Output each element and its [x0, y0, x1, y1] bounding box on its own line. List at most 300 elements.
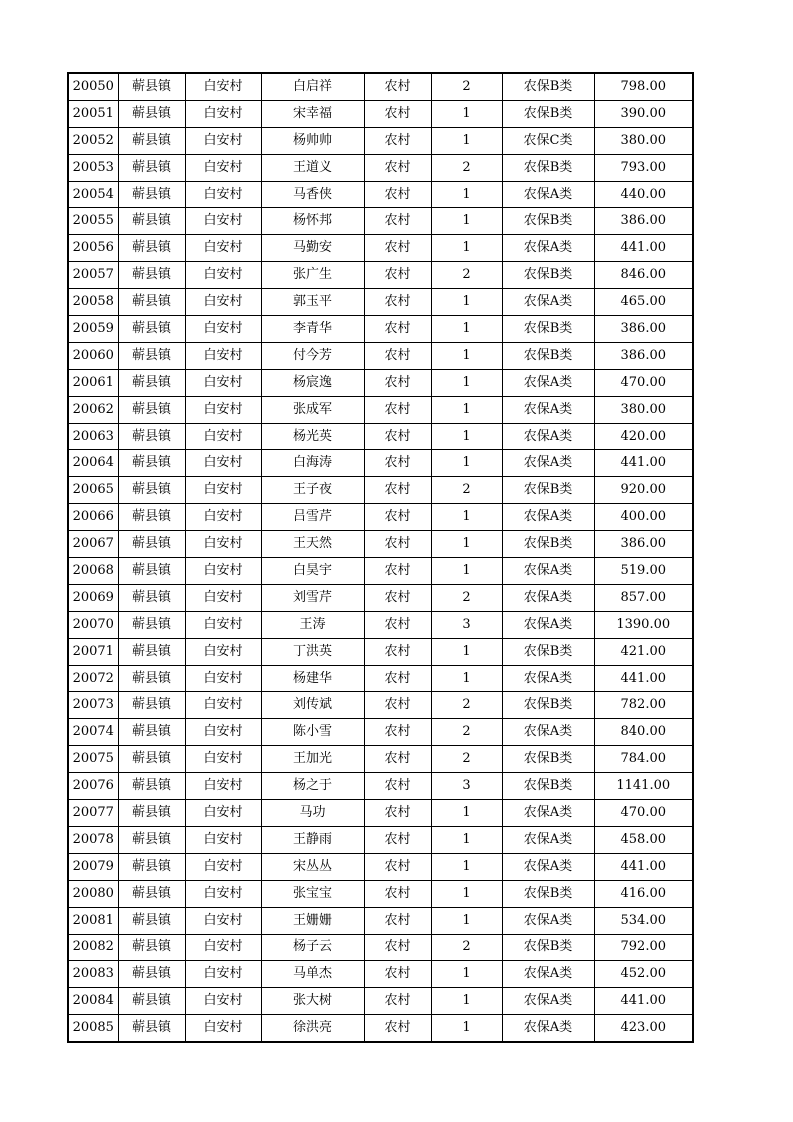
household-type-cell: 农村	[364, 504, 431, 531]
village-cell: 白安村	[185, 907, 261, 934]
name-cell: 王天然	[261, 531, 364, 558]
person-count-cell: 1	[431, 100, 502, 127]
person-count-cell: 1	[431, 638, 502, 665]
person-count-cell: 2	[431, 477, 502, 504]
table-row	[68, 719, 693, 746]
person-count-cell: 1	[431, 342, 502, 369]
table-row	[68, 611, 693, 638]
town-cell: 蕲县镇	[118, 396, 185, 423]
record-id-cell: 20071	[68, 638, 118, 665]
town-cell: 蕲县镇	[118, 235, 185, 262]
village-cell: 白安村	[185, 558, 261, 585]
household-type-cell: 农村	[364, 853, 431, 880]
name-cell: 陈小雪	[261, 719, 364, 746]
household-type-cell: 农村	[364, 396, 431, 423]
record-id-cell: 20075	[68, 746, 118, 773]
insurance-category-cell: 农保B类	[502, 880, 594, 907]
village-cell: 白安村	[185, 235, 261, 262]
town-cell: 蕲县镇	[118, 100, 185, 127]
town-cell: 蕲县镇	[118, 316, 185, 343]
table-row	[68, 154, 693, 181]
amount-cell: 441.00	[594, 450, 693, 477]
amount-cell: 458.00	[594, 826, 693, 853]
record-id-cell: 20051	[68, 100, 118, 127]
person-count-cell: 2	[431, 934, 502, 961]
town-cell: 蕲县镇	[118, 611, 185, 638]
person-count-cell: 1	[431, 504, 502, 531]
household-type-cell: 农村	[364, 880, 431, 907]
town-cell: 蕲县镇	[118, 665, 185, 692]
name-cell: 王涛	[261, 611, 364, 638]
town-cell: 蕲县镇	[118, 262, 185, 289]
insurance-category-cell: 农保A类	[502, 504, 594, 531]
insurance-category-cell: 农保B类	[502, 934, 594, 961]
insurance-category-cell: 农保A类	[502, 719, 594, 746]
insurance-category-cell: 农保A类	[502, 961, 594, 988]
village-cell: 白安村	[185, 665, 261, 692]
person-count-cell: 1	[431, 181, 502, 208]
person-count-cell: 1	[431, 316, 502, 343]
insurance-category-cell: 农保A类	[502, 235, 594, 262]
name-cell: 付今芳	[261, 342, 364, 369]
village-cell: 白安村	[185, 342, 261, 369]
town-cell: 蕲县镇	[118, 73, 185, 100]
household-type-cell: 农村	[364, 826, 431, 853]
amount-cell: 390.00	[594, 100, 693, 127]
town-cell: 蕲县镇	[118, 477, 185, 504]
insurance-category-cell: 农保A类	[502, 611, 594, 638]
record-id-cell: 20074	[68, 719, 118, 746]
amount-cell: 920.00	[594, 477, 693, 504]
town-cell: 蕲县镇	[118, 719, 185, 746]
town-cell: 蕲县镇	[118, 369, 185, 396]
table-row	[68, 127, 693, 154]
town-cell: 蕲县镇	[118, 934, 185, 961]
town-cell: 蕲县镇	[118, 880, 185, 907]
record-id-cell: 20050	[68, 73, 118, 100]
person-count-cell: 1	[431, 907, 502, 934]
village-cell: 白安村	[185, 208, 261, 235]
village-cell: 白安村	[185, 100, 261, 127]
insurance-category-cell: 农保B类	[502, 208, 594, 235]
record-id-cell: 20062	[68, 396, 118, 423]
amount-cell: 420.00	[594, 423, 693, 450]
table-row	[68, 289, 693, 316]
household-type-cell: 农村	[364, 477, 431, 504]
household-type-cell: 农村	[364, 127, 431, 154]
name-cell: 白启祥	[261, 73, 364, 100]
name-cell: 杨光英	[261, 423, 364, 450]
village-cell: 白安村	[185, 692, 261, 719]
town-cell: 蕲县镇	[118, 853, 185, 880]
name-cell: 杨子云	[261, 934, 364, 961]
village-cell: 白安村	[185, 638, 261, 665]
person-count-cell: 1	[431, 961, 502, 988]
person-count-cell: 2	[431, 73, 502, 100]
name-cell: 马单杰	[261, 961, 364, 988]
name-cell: 王道义	[261, 154, 364, 181]
name-cell: 王子夜	[261, 477, 364, 504]
person-count-cell: 2	[431, 746, 502, 773]
town-cell: 蕲县镇	[118, 504, 185, 531]
record-id-cell: 20060	[68, 342, 118, 369]
town-cell: 蕲县镇	[118, 558, 185, 585]
insurance-category-cell: 农保B类	[502, 773, 594, 800]
table-row	[68, 504, 693, 531]
insurance-category-cell: 农保B类	[502, 262, 594, 289]
insurance-category-cell: 农保A类	[502, 1015, 594, 1042]
town-cell: 蕲县镇	[118, 800, 185, 827]
table-row	[68, 853, 693, 880]
name-cell: 郭玉平	[261, 289, 364, 316]
village-cell: 白安村	[185, 826, 261, 853]
town-cell: 蕲县镇	[118, 692, 185, 719]
amount-cell: 782.00	[594, 692, 693, 719]
name-cell: 杨帅帅	[261, 127, 364, 154]
record-id-cell: 20056	[68, 235, 118, 262]
town-cell: 蕲县镇	[118, 423, 185, 450]
household-type-cell: 农村	[364, 611, 431, 638]
table-row	[68, 477, 693, 504]
household-type-cell: 农村	[364, 423, 431, 450]
record-id-cell: 20078	[68, 826, 118, 853]
household-type-cell: 农村	[364, 235, 431, 262]
household-type-cell: 农村	[364, 73, 431, 100]
town-cell: 蕲县镇	[118, 127, 185, 154]
household-type-cell: 农村	[364, 988, 431, 1015]
insurance-category-cell: 农保A类	[502, 584, 594, 611]
record-id-cell: 20064	[68, 450, 118, 477]
table-row	[68, 584, 693, 611]
village-cell: 白安村	[185, 719, 261, 746]
record-id-cell: 20069	[68, 584, 118, 611]
amount-cell: 416.00	[594, 880, 693, 907]
household-type-cell: 农村	[364, 450, 431, 477]
table-row	[68, 450, 693, 477]
person-count-cell: 1	[431, 853, 502, 880]
household-type-cell: 农村	[364, 934, 431, 961]
town-cell: 蕲县镇	[118, 181, 185, 208]
table-row	[68, 208, 693, 235]
amount-cell: 534.00	[594, 907, 693, 934]
amount-cell: 452.00	[594, 961, 693, 988]
table-row	[68, 692, 693, 719]
town-cell: 蕲县镇	[118, 826, 185, 853]
insurance-category-cell: 农保A类	[502, 396, 594, 423]
record-id-cell: 20061	[68, 369, 118, 396]
amount-cell: 792.00	[594, 934, 693, 961]
household-type-cell: 农村	[364, 961, 431, 988]
amount-cell: 519.00	[594, 558, 693, 585]
village-cell: 白安村	[185, 773, 261, 800]
household-type-cell: 农村	[364, 316, 431, 343]
person-count-cell: 2	[431, 262, 502, 289]
amount-cell: 1390.00	[594, 611, 693, 638]
insurance-category-cell: 农保B类	[502, 154, 594, 181]
person-count-cell: 1	[431, 531, 502, 558]
person-count-cell: 1	[431, 127, 502, 154]
village-cell: 白安村	[185, 611, 261, 638]
table-row	[68, 934, 693, 961]
record-id-cell: 20053	[68, 154, 118, 181]
amount-cell: 840.00	[594, 719, 693, 746]
record-id-cell: 20063	[68, 423, 118, 450]
beneficiary-table	[67, 72, 694, 1043]
town-cell: 蕲县镇	[118, 342, 185, 369]
town-cell: 蕲县镇	[118, 638, 185, 665]
insurance-category-cell: 农保B类	[502, 746, 594, 773]
amount-cell: 441.00	[594, 853, 693, 880]
amount-cell: 440.00	[594, 181, 693, 208]
insurance-category-cell: 农保A类	[502, 181, 594, 208]
amount-cell: 798.00	[594, 73, 693, 100]
name-cell: 白昊宇	[261, 558, 364, 585]
town-cell: 蕲县镇	[118, 584, 185, 611]
household-type-cell: 农村	[364, 692, 431, 719]
name-cell: 吕雪芹	[261, 504, 364, 531]
village-cell: 白安村	[185, 1015, 261, 1042]
household-type-cell: 农村	[364, 638, 431, 665]
record-id-cell: 20081	[68, 907, 118, 934]
amount-cell: 423.00	[594, 1015, 693, 1042]
table-body	[68, 73, 693, 1042]
amount-cell: 386.00	[594, 342, 693, 369]
household-type-cell: 农村	[364, 181, 431, 208]
village-cell: 白安村	[185, 584, 261, 611]
table-row	[68, 665, 693, 692]
village-cell: 白安村	[185, 73, 261, 100]
record-id-cell: 20080	[68, 880, 118, 907]
amount-cell: 1141.00	[594, 773, 693, 800]
table-row	[68, 369, 693, 396]
town-cell: 蕲县镇	[118, 961, 185, 988]
name-cell: 杨宸逸	[261, 369, 364, 396]
insurance-category-cell: 农保A类	[502, 826, 594, 853]
village-cell: 白安村	[185, 880, 261, 907]
table-row	[68, 558, 693, 585]
person-count-cell: 2	[431, 584, 502, 611]
household-type-cell: 农村	[364, 800, 431, 827]
insurance-category-cell: 农保C类	[502, 127, 594, 154]
person-count-cell: 1	[431, 826, 502, 853]
village-cell: 白安村	[185, 396, 261, 423]
record-id-cell: 20079	[68, 853, 118, 880]
town-cell: 蕲县镇	[118, 208, 185, 235]
insurance-category-cell: 农保A类	[502, 800, 594, 827]
person-count-cell: 1	[431, 369, 502, 396]
record-id-cell: 20066	[68, 504, 118, 531]
person-count-cell: 1	[431, 423, 502, 450]
village-cell: 白安村	[185, 934, 261, 961]
record-id-cell: 20084	[68, 988, 118, 1015]
person-count-cell: 3	[431, 611, 502, 638]
record-id-cell: 20055	[68, 208, 118, 235]
table-row	[68, 396, 693, 423]
person-count-cell: 1	[431, 558, 502, 585]
table-row	[68, 342, 693, 369]
insurance-category-cell: 农保B类	[502, 342, 594, 369]
table-row	[68, 181, 693, 208]
village-cell: 白安村	[185, 316, 261, 343]
name-cell: 马香侠	[261, 181, 364, 208]
household-type-cell: 农村	[364, 558, 431, 585]
household-type-cell: 农村	[364, 665, 431, 692]
person-count-cell: 1	[431, 450, 502, 477]
record-id-cell: 20077	[68, 800, 118, 827]
insurance-category-cell: 农保B类	[502, 531, 594, 558]
village-cell: 白安村	[185, 369, 261, 396]
person-count-cell: 2	[431, 154, 502, 181]
name-cell: 张广生	[261, 262, 364, 289]
household-type-cell: 农村	[364, 369, 431, 396]
village-cell: 白安村	[185, 262, 261, 289]
table-row	[68, 800, 693, 827]
table-row	[68, 100, 693, 127]
insurance-category-cell: 农保B类	[502, 316, 594, 343]
table-row	[68, 73, 693, 100]
village-cell: 白安村	[185, 988, 261, 1015]
name-cell: 杨怀邦	[261, 208, 364, 235]
household-type-cell: 农村	[364, 719, 431, 746]
table-row	[68, 235, 693, 262]
amount-cell: 386.00	[594, 208, 693, 235]
village-cell: 白安村	[185, 423, 261, 450]
village-cell: 白安村	[185, 450, 261, 477]
household-type-cell: 农村	[364, 100, 431, 127]
person-count-cell: 2	[431, 692, 502, 719]
table-row	[68, 638, 693, 665]
insurance-category-cell: 农保A类	[502, 369, 594, 396]
amount-cell: 441.00	[594, 988, 693, 1015]
amount-cell: 386.00	[594, 316, 693, 343]
person-count-cell: 1	[431, 208, 502, 235]
person-count-cell: 2	[431, 719, 502, 746]
household-type-cell: 农村	[364, 289, 431, 316]
amount-cell: 793.00	[594, 154, 693, 181]
amount-cell: 386.00	[594, 531, 693, 558]
name-cell: 王姗姗	[261, 907, 364, 934]
town-cell: 蕲县镇	[118, 531, 185, 558]
name-cell: 张大树	[261, 988, 364, 1015]
village-cell: 白安村	[185, 746, 261, 773]
record-id-cell: 20057	[68, 262, 118, 289]
insurance-category-cell: 农保A类	[502, 423, 594, 450]
town-cell: 蕲县镇	[118, 450, 185, 477]
insurance-category-cell: 农保B类	[502, 73, 594, 100]
record-id-cell: 20083	[68, 961, 118, 988]
person-count-cell: 1	[431, 988, 502, 1015]
insurance-category-cell: 农保A类	[502, 907, 594, 934]
insurance-category-cell: 农保B类	[502, 477, 594, 504]
amount-cell: 380.00	[594, 127, 693, 154]
amount-cell: 441.00	[594, 235, 693, 262]
name-cell: 徐洪亮	[261, 1015, 364, 1042]
table-row	[68, 907, 693, 934]
amount-cell: 380.00	[594, 396, 693, 423]
name-cell: 白海涛	[261, 450, 364, 477]
person-count-cell: 1	[431, 665, 502, 692]
table-row	[68, 746, 693, 773]
record-id-cell: 20054	[68, 181, 118, 208]
name-cell: 马功	[261, 800, 364, 827]
amount-cell: 857.00	[594, 584, 693, 611]
insurance-category-cell: 农保A类	[502, 558, 594, 585]
town-cell: 蕲县镇	[118, 907, 185, 934]
town-cell: 蕲县镇	[118, 746, 185, 773]
village-cell: 白安村	[185, 853, 261, 880]
record-id-cell: 20058	[68, 289, 118, 316]
household-type-cell: 农村	[364, 1015, 431, 1042]
name-cell: 李青华	[261, 316, 364, 343]
village-cell: 白安村	[185, 154, 261, 181]
person-count-cell: 3	[431, 773, 502, 800]
name-cell: 刘雪芹	[261, 584, 364, 611]
village-cell: 白安村	[185, 289, 261, 316]
person-count-cell: 1	[431, 1015, 502, 1042]
insurance-category-cell: 农保A类	[502, 289, 594, 316]
village-cell: 白安村	[185, 181, 261, 208]
amount-cell: 846.00	[594, 262, 693, 289]
insurance-category-cell: 农保A类	[502, 450, 594, 477]
household-type-cell: 农村	[364, 746, 431, 773]
person-count-cell: 1	[431, 880, 502, 907]
amount-cell: 400.00	[594, 504, 693, 531]
household-type-cell: 农村	[364, 531, 431, 558]
table-row	[68, 1015, 693, 1042]
town-cell: 蕲县镇	[118, 988, 185, 1015]
table-row	[68, 961, 693, 988]
amount-cell: 470.00	[594, 800, 693, 827]
record-id-cell: 20076	[68, 773, 118, 800]
record-id-cell: 20052	[68, 127, 118, 154]
record-id-cell: 20073	[68, 692, 118, 719]
insurance-category-cell: 农保A类	[502, 853, 594, 880]
name-cell: 刘传斌	[261, 692, 364, 719]
village-cell: 白安村	[185, 961, 261, 988]
name-cell: 王静雨	[261, 826, 364, 853]
person-count-cell: 1	[431, 289, 502, 316]
record-id-cell: 20072	[68, 665, 118, 692]
name-cell: 杨建华	[261, 665, 364, 692]
person-count-cell: 1	[431, 396, 502, 423]
table-row	[68, 423, 693, 450]
household-type-cell: 农村	[364, 154, 431, 181]
insurance-category-cell: 农保B类	[502, 692, 594, 719]
household-type-cell: 农村	[364, 208, 431, 235]
household-type-cell: 农村	[364, 342, 431, 369]
town-cell: 蕲县镇	[118, 1015, 185, 1042]
record-id-cell: 20085	[68, 1015, 118, 1042]
village-cell: 白安村	[185, 477, 261, 504]
household-type-cell: 农村	[364, 584, 431, 611]
table-row	[68, 880, 693, 907]
name-cell: 王加光	[261, 746, 364, 773]
town-cell: 蕲县镇	[118, 773, 185, 800]
amount-cell: 465.00	[594, 289, 693, 316]
name-cell: 宋幸福	[261, 100, 364, 127]
record-id-cell: 20059	[68, 316, 118, 343]
household-type-cell: 农村	[364, 907, 431, 934]
insurance-category-cell: 农保B类	[502, 100, 594, 127]
household-type-cell: 农村	[364, 262, 431, 289]
table-row	[68, 826, 693, 853]
person-count-cell: 1	[431, 235, 502, 262]
record-id-cell: 20082	[68, 934, 118, 961]
table-row	[68, 531, 693, 558]
record-id-cell: 20067	[68, 531, 118, 558]
name-cell: 张成军	[261, 396, 364, 423]
name-cell: 张宝宝	[261, 880, 364, 907]
